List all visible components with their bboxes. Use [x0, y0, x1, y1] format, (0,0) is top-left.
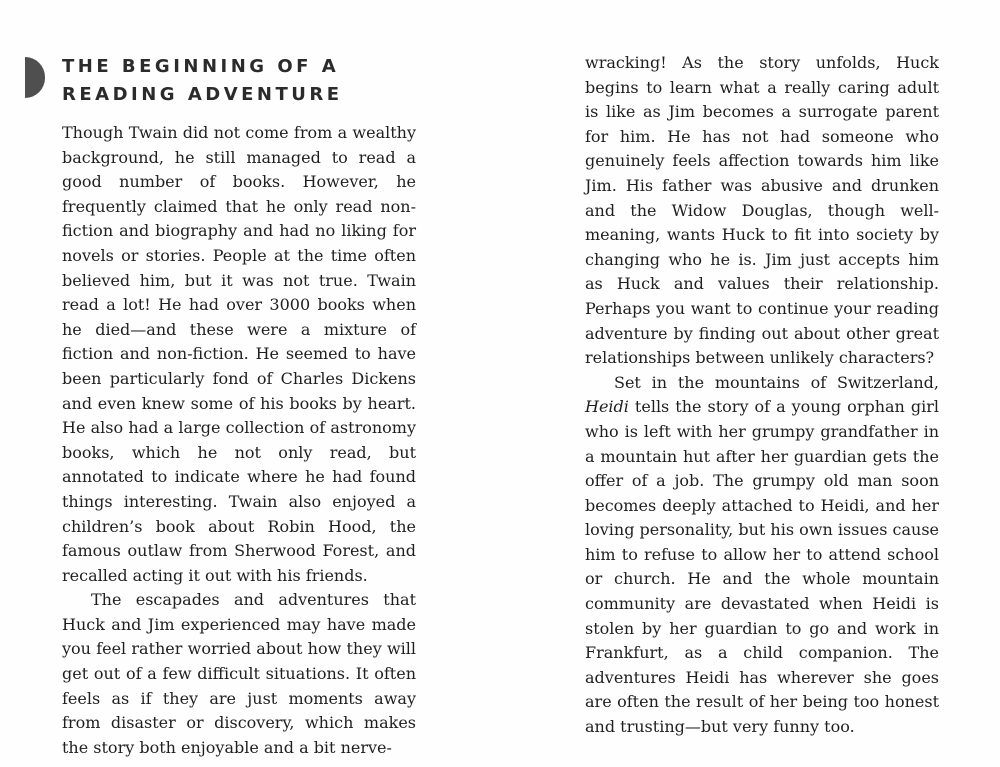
chapter-heading	[62, 53, 462, 109]
paragraph-heidi	[585, 371, 939, 740]
right-text-column	[585, 51, 939, 740]
heidi-book-title: Heidi	[585, 397, 629, 417]
half-circle-icon	[25, 57, 45, 98]
paragraph-huck-jim-escapades: The escapades and adventures that Huck and Jim experienced may have made you feel rather worried about how they will get out of a few difficult situations. It often feels as if they are just moments away from disaster or discovery, which makes the story both enjoyable and a bit nerve-	[62, 590, 416, 757]
heidi-paragraph-after: tells the story of a young orphan girl who is left with her grumpy grandfather in a mountain hut after her guardian gets the offer of a job. The grumpy old man soon becomes deeply attached to Heidi, and her loving personality, but his own issues cause him to refuse to allow her to attend school or church. He and the whole mountain community are devastated when Heidi is stolen by her guardian to go and work in Frankfurt, as a child companion. The adventures Heidi has wherever she goes are often the result of her being too honest and trusting—but very funny too.	[585, 397, 939, 737]
paragraph-huck-jim-continued: wracking! As the story unfolds, Huck begins to learn what a really caring adult is like as Jim becomes a surrogate parent for him. He has not had someone who genuinely feels affection towards him like Jim. His father was abusive and drunken and the Widow Douglas, though well-meaning, wants Huck to fit into society by changing who he is. Jim just accepts him as Huck and values their relationship. Perhaps you want to continue your reading adventure by finding out about other great relationships between unlikely characters?	[585, 53, 939, 368]
chapter-heading-line2: READING ADVENTURE	[62, 84, 343, 105]
chapter-heading-line1: THE BEGINNING OF A	[62, 56, 340, 77]
heidi-paragraph-before: Set in the mountains of Switzerland,	[614, 372, 939, 392]
paragraph-twain-reading: Though Twain did not come from a wealthy background, he still managed to read a good number of books. However, he frequently claimed that he only read non-fiction and biography and had no liking for novels or stories. People at the time often believed him, but it was not true. Twain read a lot! He had over 3000 books when he died—and these were a mixture of fiction and non-fiction. He seemed to have been particularly fond of Charles Dickens and even knew some of his books by heart. He also had a large collection of astronomy books, which he not only read, but annotated to indicate where he had found things interesting. Twain also enjoyed a children’s book about Robin Hood, the famous outlaw from Sherwood Forest, and recalled acting it out with his friends.	[62, 123, 416, 585]
left-text-column	[62, 121, 416, 760]
